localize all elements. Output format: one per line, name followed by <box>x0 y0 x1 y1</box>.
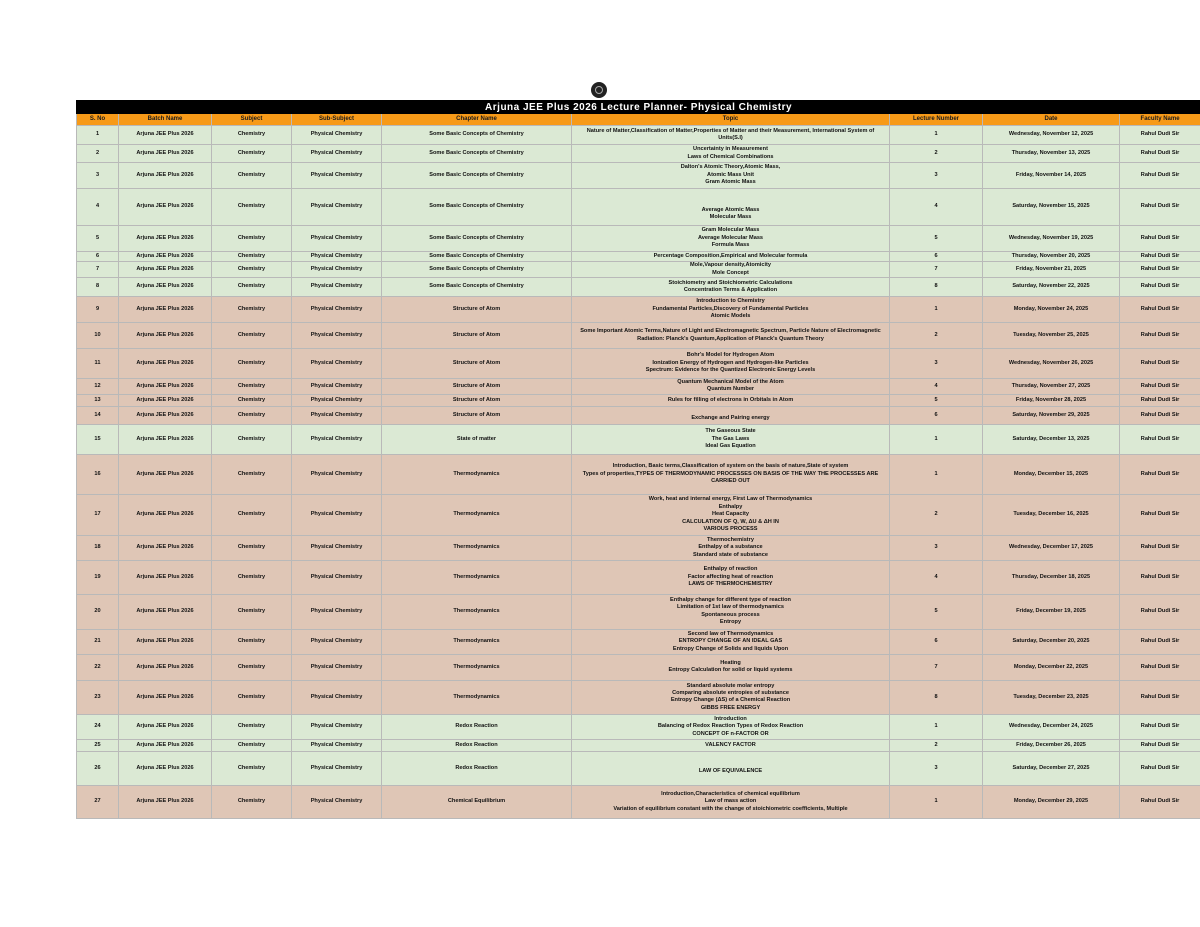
cell-sub-subject: Physical Chemistry <box>292 145 382 163</box>
table-row <box>77 226 1200 252</box>
cell-sno: 8 <box>77 278 119 297</box>
cell-lecture-number: 5 <box>890 394 983 406</box>
cell-topic: Introduction, Basic terms,Classification of system on the basis of nature,State of system Types of properties,TYPES OF THERMODYNAMIC PROCESSES ON BASIS OF THE WAY THE PROCESSES ARE CARRIED OUT <box>572 454 890 494</box>
cell-date: Saturday, November 15, 2025 <box>983 189 1120 226</box>
cell-lecture-number: 1 <box>890 714 983 739</box>
table-row <box>77 494 1200 535</box>
cell-subject: Chemistry <box>212 262 292 278</box>
cell-topic: Mole,Vapour density,Atomicity Mole Concept <box>572 262 890 278</box>
cell-faculty-name: Rahul Dudi Sir <box>1120 454 1200 494</box>
cell-date: Saturday, December 27, 2025 <box>983 751 1120 785</box>
cell-sno: 24 <box>77 714 119 739</box>
cell-lecture-number: 3 <box>890 751 983 785</box>
table-row <box>77 349 1200 379</box>
cell-faculty-name: Rahul Dudi Sir <box>1120 785 1200 818</box>
cell-lecture-number: 5 <box>890 594 983 629</box>
cell-date: Monday, December 29, 2025 <box>983 785 1120 818</box>
cell-sno: 1 <box>77 126 119 145</box>
cell-topic: Gram Molecular Mass Average Molecular Mass Formula Mass <box>572 226 890 252</box>
table-row <box>77 379 1200 395</box>
cell-topic: Work, heat and internal energy, First Law of Thermodynamics Enthalpy Heat Capacity CALCULATION OF Q, W, ΔU & ΔH IN VARIOUS PROCESS <box>572 494 890 535</box>
cell-sno: 2 <box>77 145 119 163</box>
cell-subject: Chemistry <box>212 126 292 145</box>
cell-lecture-number: 6 <box>890 252 983 262</box>
cell-subject: Chemistry <box>212 297 292 323</box>
cell-subject: Chemistry <box>212 680 292 714</box>
lecture-planner-table <box>76 100 1200 819</box>
cell-chapter-name: Some Basic Concepts of Chemistry <box>382 189 572 226</box>
table-row <box>77 323 1200 349</box>
table-row <box>77 560 1200 594</box>
cell-batch-name: Arjuna JEE Plus 2026 <box>119 751 212 785</box>
cell-faculty-name: Rahul Dudi Sir <box>1120 714 1200 739</box>
cell-lecture-number: 8 <box>890 680 983 714</box>
cell-subject: Chemistry <box>212 394 292 406</box>
cell-topic: Rules for filling of electrons in Orbitals in Atom <box>572 394 890 406</box>
cell-chapter-name: Thermodynamics <box>382 680 572 714</box>
cell-chapter-name: Some Basic Concepts of Chemistry <box>382 226 572 252</box>
cell-subject: Chemistry <box>212 145 292 163</box>
cell-faculty-name: Rahul Dudi Sir <box>1120 424 1200 454</box>
cell-sno: 17 <box>77 494 119 535</box>
cell-chapter-name: Thermodynamics <box>382 494 572 535</box>
cell-lecture-number: 1 <box>890 297 983 323</box>
cell-subject: Chemistry <box>212 594 292 629</box>
cell-batch-name: Arjuna JEE Plus 2026 <box>119 594 212 629</box>
cell-batch-name: Arjuna JEE Plus 2026 <box>119 739 212 751</box>
table-row <box>77 278 1200 297</box>
cell-date: Thursday, November 13, 2025 <box>983 145 1120 163</box>
cell-sub-subject: Physical Chemistry <box>292 751 382 785</box>
cell-batch-name: Arjuna JEE Plus 2026 <box>119 189 212 226</box>
cell-subject: Chemistry <box>212 189 292 226</box>
cell-batch-name: Arjuna JEE Plus 2026 <box>119 349 212 379</box>
cell-lecture-number: 1 <box>890 785 983 818</box>
cell-batch-name: Arjuna JEE Plus 2026 <box>119 714 212 739</box>
cell-chapter-name: Redox Reaction <box>382 751 572 785</box>
cell-lecture-number: 7 <box>890 654 983 680</box>
cell-lecture-number: 6 <box>890 406 983 424</box>
cell-batch-name: Arjuna JEE Plus 2026 <box>119 785 212 818</box>
cell-topic: Heating Entropy Calculation for solid or liquid systems <box>572 654 890 680</box>
cell-topic: Uncertainty in Measurement Laws of Chemical Combinations <box>572 145 890 163</box>
cell-date: Friday, December 19, 2025 <box>983 594 1120 629</box>
cell-subject: Chemistry <box>212 454 292 494</box>
cell-lecture-number: 3 <box>890 535 983 560</box>
cell-sno: 22 <box>77 654 119 680</box>
cell-chapter-name: Structure of Atom <box>382 349 572 379</box>
cell-subject: Chemistry <box>212 714 292 739</box>
cell-sno: 6 <box>77 252 119 262</box>
cell-subject: Chemistry <box>212 406 292 424</box>
cell-subject: Chemistry <box>212 226 292 252</box>
cell-topic: VALENCY FACTOR <box>572 739 890 751</box>
cell-batch-name: Arjuna JEE Plus 2026 <box>119 126 212 145</box>
cell-lecture-number: 5 <box>890 226 983 252</box>
cell-sno: 13 <box>77 394 119 406</box>
cell-date: Wednesday, November 26, 2025 <box>983 349 1120 379</box>
cell-date: Tuesday, December 16, 2025 <box>983 494 1120 535</box>
cell-topic: Enthalpy of reaction Factor affecting heat of reaction LAWS OF THERMOCHEMISTRY <box>572 560 890 594</box>
cell-chapter-name: Structure of Atom <box>382 394 572 406</box>
cell-faculty-name: Rahul Dudi Sir <box>1120 394 1200 406</box>
table-row <box>77 654 1200 680</box>
cell-date: Wednesday, December 17, 2025 <box>983 535 1120 560</box>
cell-sub-subject: Physical Chemistry <box>292 739 382 751</box>
cell-faculty-name: Rahul Dudi Sir <box>1120 739 1200 751</box>
cell-chapter-name: Redox Reaction <box>382 739 572 751</box>
cell-faculty-name: Rahul Dudi Sir <box>1120 297 1200 323</box>
cell-topic: Dalton's Atomic Theory,Atomic Mass, Atomic Mass Unit Gram Atomic Mass <box>572 163 890 189</box>
cell-topic: The Gaseous State The Gas Laws Ideal Gas Equation <box>572 424 890 454</box>
cell-chapter-name: Thermodynamics <box>382 454 572 494</box>
cell-sno: 19 <box>77 560 119 594</box>
cell-sno: 25 <box>77 739 119 751</box>
cell-sub-subject: Physical Chemistry <box>292 629 382 654</box>
cell-subject: Chemistry <box>212 379 292 395</box>
cell-sub-subject: Physical Chemistry <box>292 262 382 278</box>
cell-batch-name: Arjuna JEE Plus 2026 <box>119 252 212 262</box>
cell-sub-subject: Physical Chemistry <box>292 560 382 594</box>
table-row <box>77 163 1200 189</box>
table-row <box>77 297 1200 323</box>
cell-date: Saturday, November 29, 2025 <box>983 406 1120 424</box>
cell-chapter-name: Some Basic Concepts of Chemistry <box>382 163 572 189</box>
cell-lecture-number: 2 <box>890 494 983 535</box>
cell-chapter-name: Some Basic Concepts of Chemistry <box>382 126 572 145</box>
table-row <box>77 629 1200 654</box>
cell-lecture-number: 7 <box>890 262 983 278</box>
cell-date: Wednesday, November 19, 2025 <box>983 226 1120 252</box>
cell-batch-name: Arjuna JEE Plus 2026 <box>119 163 212 189</box>
cell-batch-name: Arjuna JEE Plus 2026 <box>119 297 212 323</box>
cell-lecture-number: 3 <box>890 163 983 189</box>
cell-faculty-name: Rahul Dudi Sir <box>1120 594 1200 629</box>
cell-lecture-number: 3 <box>890 349 983 379</box>
cell-sno: 27 <box>77 785 119 818</box>
table-row <box>77 252 1200 262</box>
column-header-sno: S. No <box>77 114 119 126</box>
cell-sno: 7 <box>77 262 119 278</box>
cell-batch-name: Arjuna JEE Plus 2026 <box>119 535 212 560</box>
cell-faculty-name: Rahul Dudi Sir <box>1120 226 1200 252</box>
planner-title: Arjuna JEE Plus 2026 Lecture Planner- Physical Chemistry <box>77 101 1200 114</box>
cell-lecture-number: 4 <box>890 560 983 594</box>
cell-batch-name: Arjuna JEE Plus 2026 <box>119 494 212 535</box>
cell-chapter-name: Some Basic Concepts of Chemistry <box>382 145 572 163</box>
cell-batch-name: Arjuna JEE Plus 2026 <box>119 145 212 163</box>
cell-sub-subject: Physical Chemistry <box>292 424 382 454</box>
cell-sno: 10 <box>77 323 119 349</box>
cell-faculty-name: Rahul Dudi Sir <box>1120 323 1200 349</box>
column-header-topic: Topic <box>572 114 890 126</box>
cell-chapter-name: Redox Reaction <box>382 714 572 739</box>
cell-topic: Introduction,Characteristics of chemical equilibrium Law of mass action Variation of equilibrium constant with the change of stoichiometric coefficients, Multiple <box>572 785 890 818</box>
cell-sub-subject: Physical Chemistry <box>292 349 382 379</box>
cell-faculty-name: Rahul Dudi Sir <box>1120 163 1200 189</box>
cell-lecture-number: 1 <box>890 126 983 145</box>
column-header-sub-subject: Sub-Subject <box>292 114 382 126</box>
table-row <box>77 714 1200 739</box>
table-row <box>77 680 1200 714</box>
cell-batch-name: Arjuna JEE Plus 2026 <box>119 406 212 424</box>
cell-sub-subject: Physical Chemistry <box>292 226 382 252</box>
cell-sno: 15 <box>77 424 119 454</box>
cell-sub-subject: Physical Chemistry <box>292 278 382 297</box>
table-row <box>77 454 1200 494</box>
cell-lecture-number: 1 <box>890 424 983 454</box>
cell-chapter-name: Structure of Atom <box>382 297 572 323</box>
cell-topic: Percentage Composition,Empirical and Molecular formula <box>572 252 890 262</box>
cell-faculty-name: Rahul Dudi Sir <box>1120 751 1200 785</box>
cell-chapter-name: Thermodynamics <box>382 629 572 654</box>
cell-topic: LAW OF EQUIVALENCE <box>572 751 890 785</box>
cell-date: Friday, November 14, 2025 <box>983 163 1120 189</box>
cell-faculty-name: Rahul Dudi Sir <box>1120 145 1200 163</box>
cell-sno: 23 <box>77 680 119 714</box>
cell-date: Tuesday, November 25, 2025 <box>983 323 1120 349</box>
cell-date: Monday, December 22, 2025 <box>983 654 1120 680</box>
cell-chapter-name: State of matter <box>382 424 572 454</box>
cell-sub-subject: Physical Chemistry <box>292 785 382 818</box>
cell-faculty-name: Rahul Dudi Sir <box>1120 406 1200 424</box>
cell-topic: Thermochemistry Enthalpy of a substance Standard state of substance <box>572 535 890 560</box>
cell-date: Thursday, December 18, 2025 <box>983 560 1120 594</box>
cell-batch-name: Arjuna JEE Plus 2026 <box>119 424 212 454</box>
cell-sub-subject: Physical Chemistry <box>292 379 382 395</box>
cell-batch-name: Arjuna JEE Plus 2026 <box>119 680 212 714</box>
cell-topic: Nature of Matter,Classification of Matter,Properties of Matter and their Measurement, International System of Units(S.I) <box>572 126 890 145</box>
cell-faculty-name: Rahul Dudi Sir <box>1120 262 1200 278</box>
cell-chapter-name: Structure of Atom <box>382 323 572 349</box>
table-row <box>77 785 1200 818</box>
cell-date: Saturday, December 13, 2025 <box>983 424 1120 454</box>
cell-subject: Chemistry <box>212 163 292 189</box>
cell-lecture-number: 6 <box>890 629 983 654</box>
cell-batch-name: Arjuna JEE Plus 2026 <box>119 262 212 278</box>
cell-subject: Chemistry <box>212 535 292 560</box>
cell-sub-subject: Physical Chemistry <box>292 163 382 189</box>
cell-subject: Chemistry <box>212 424 292 454</box>
column-header-date: Date <box>983 114 1120 126</box>
cell-lecture-number: 4 <box>890 379 983 395</box>
cell-subject: Chemistry <box>212 629 292 654</box>
logo-icon <box>591 82 607 98</box>
cell-topic: Some Important Atomic Terms,Nature of Light and Electromagnetic Spectrum, Particle Nature of Electromagnetic Radiation: Planck's Quantum,Application of Planck's Quantum Theory <box>572 323 890 349</box>
cell-lecture-number: 2 <box>890 323 983 349</box>
table-row <box>77 594 1200 629</box>
cell-subject: Chemistry <box>212 323 292 349</box>
cell-chapter-name: Thermodynamics <box>382 594 572 629</box>
cell-sub-subject: Physical Chemistry <box>292 252 382 262</box>
cell-sno: 26 <box>77 751 119 785</box>
column-header-batch: Batch Name <box>119 114 212 126</box>
cell-batch-name: Arjuna JEE Plus 2026 <box>119 278 212 297</box>
table-row <box>77 424 1200 454</box>
cell-date: Thursday, November 20, 2025 <box>983 252 1120 262</box>
cell-sno: 4 <box>77 189 119 226</box>
cell-subject: Chemistry <box>212 785 292 818</box>
cell-sub-subject: Physical Chemistry <box>292 594 382 629</box>
cell-sub-subject: Physical Chemistry <box>292 680 382 714</box>
cell-subject: Chemistry <box>212 654 292 680</box>
cell-subject: Chemistry <box>212 278 292 297</box>
cell-sno: 16 <box>77 454 119 494</box>
cell-subject: Chemistry <box>212 739 292 751</box>
cell-date: Saturday, November 22, 2025 <box>983 278 1120 297</box>
table-row <box>77 751 1200 785</box>
cell-topic: Exchange and Pairing energy <box>572 406 890 424</box>
table-row <box>77 189 1200 226</box>
cell-subject: Chemistry <box>212 349 292 379</box>
cell-batch-name: Arjuna JEE Plus 2026 <box>119 454 212 494</box>
cell-sno: 11 <box>77 349 119 379</box>
cell-faculty-name: Rahul Dudi Sir <box>1120 560 1200 594</box>
table-row <box>77 535 1200 560</box>
cell-subject: Chemistry <box>212 560 292 594</box>
cell-date: Monday, November 24, 2025 <box>983 297 1120 323</box>
cell-faculty-name: Rahul Dudi Sir <box>1120 126 1200 145</box>
cell-chapter-name: Some Basic Concepts of Chemistry <box>382 278 572 297</box>
cell-chapter-name: Chemical Equilibrium <box>382 785 572 818</box>
cell-sub-subject: Physical Chemistry <box>292 189 382 226</box>
cell-date: Friday, November 28, 2025 <box>983 394 1120 406</box>
cell-sno: 18 <box>77 535 119 560</box>
cell-sub-subject: Physical Chemistry <box>292 654 382 680</box>
cell-sub-subject: Physical Chemistry <box>292 454 382 494</box>
cell-sno: 14 <box>77 406 119 424</box>
cell-chapter-name: Thermodynamics <box>382 654 572 680</box>
cell-topic: Standard absolute molar entropy Comparing absolute entropies of substance Entropy Change (ΔS) of a Chemical Reaction GIBBS FREE ENERGY <box>572 680 890 714</box>
cell-sub-subject: Physical Chemistry <box>292 406 382 424</box>
cell-topic: Stoichiometry and Stoichiometric Calculations Concentration Terms & Application <box>572 278 890 297</box>
cell-faculty-name: Rahul Dudi Sir <box>1120 494 1200 535</box>
cell-lecture-number: 4 <box>890 189 983 226</box>
table-row <box>77 126 1200 145</box>
cell-lecture-number: 2 <box>890 145 983 163</box>
cell-faculty-name: Rahul Dudi Sir <box>1120 629 1200 654</box>
column-header-chapter: Chapter Name <box>382 114 572 126</box>
cell-faculty-name: Rahul Dudi Sir <box>1120 654 1200 680</box>
cell-faculty-name: Rahul Dudi Sir <box>1120 252 1200 262</box>
cell-sub-subject: Physical Chemistry <box>292 323 382 349</box>
cell-topic: Second law of Thermodynamics ENTROPY CHANGE OF AN IDEAL GAS Entropy Change of Solids and liquids Upon <box>572 629 890 654</box>
cell-sub-subject: Physical Chemistry <box>292 126 382 145</box>
cell-batch-name: Arjuna JEE Plus 2026 <box>119 654 212 680</box>
cell-topic: Introduction to Chemistry Fundamental Particles,Discovery of Fundamental Particles Atomic Models <box>572 297 890 323</box>
cell-chapter-name: Some Basic Concepts of Chemistry <box>382 252 572 262</box>
cell-faculty-name: Rahul Dudi Sir <box>1120 680 1200 714</box>
cell-sno: 12 <box>77 379 119 395</box>
table-row <box>77 145 1200 163</box>
cell-sno: 20 <box>77 594 119 629</box>
cell-subject: Chemistry <box>212 494 292 535</box>
column-header-lecture-number: Lecture Number <box>890 114 983 126</box>
cell-batch-name: Arjuna JEE Plus 2026 <box>119 629 212 654</box>
cell-chapter-name: Structure of Atom <box>382 379 572 395</box>
cell-date: Saturday, December 20, 2025 <box>983 629 1120 654</box>
cell-chapter-name: Structure of Atom <box>382 406 572 424</box>
cell-date: Friday, November 21, 2025 <box>983 262 1120 278</box>
cell-faculty-name: Rahul Dudi Sir <box>1120 349 1200 379</box>
table-row <box>77 262 1200 278</box>
cell-date: Tuesday, December 23, 2025 <box>983 680 1120 714</box>
cell-topic: Quantum Mechanical Model of the Atom Quantum Number <box>572 379 890 395</box>
cell-sno: 21 <box>77 629 119 654</box>
cell-topic: Enthalpy change for different type of reaction Limitation of 1st law of thermodynamics Spontaneous process Entropy <box>572 594 890 629</box>
cell-batch-name: Arjuna JEE Plus 2026 <box>119 323 212 349</box>
cell-sub-subject: Physical Chemistry <box>292 394 382 406</box>
cell-lecture-number: 8 <box>890 278 983 297</box>
cell-chapter-name: Some Basic Concepts of Chemistry <box>382 262 572 278</box>
table-row <box>77 739 1200 751</box>
cell-topic: Introduction Balancing of Redox Reaction Types of Redox Reaction CONCEPT OF n-FACTOR OR <box>572 714 890 739</box>
table-row <box>77 406 1200 424</box>
cell-sub-subject: Physical Chemistry <box>292 714 382 739</box>
cell-date: Wednesday, December 24, 2025 <box>983 714 1120 739</box>
cell-date: Friday, December 26, 2025 <box>983 739 1120 751</box>
cell-subject: Chemistry <box>212 252 292 262</box>
cell-chapter-name: Thermodynamics <box>382 560 572 594</box>
cell-topic: Average Atomic Mass Molecular Mass <box>572 189 890 226</box>
cell-sno: 3 <box>77 163 119 189</box>
cell-faculty-name: Rahul Dudi Sir <box>1120 189 1200 226</box>
cell-batch-name: Arjuna JEE Plus 2026 <box>119 379 212 395</box>
cell-batch-name: Arjuna JEE Plus 2026 <box>119 560 212 594</box>
cell-faculty-name: Rahul Dudi Sir <box>1120 379 1200 395</box>
cell-chapter-name: Thermodynamics <box>382 535 572 560</box>
cell-subject: Chemistry <box>212 751 292 785</box>
cell-batch-name: Arjuna JEE Plus 2026 <box>119 226 212 252</box>
cell-batch-name: Arjuna JEE Plus 2026 <box>119 394 212 406</box>
cell-date: Monday, December 15, 2025 <box>983 454 1120 494</box>
cell-sub-subject: Physical Chemistry <box>292 494 382 535</box>
cell-date: Thursday, November 27, 2025 <box>983 379 1120 395</box>
column-header-subject: Subject <box>212 114 292 126</box>
cell-lecture-number: 2 <box>890 739 983 751</box>
cell-sub-subject: Physical Chemistry <box>292 535 382 560</box>
cell-faculty-name: Rahul Dudi Sir <box>1120 535 1200 560</box>
cell-sno: 5 <box>77 226 119 252</box>
cell-date: Wednesday, November 12, 2025 <box>983 126 1120 145</box>
cell-sno: 9 <box>77 297 119 323</box>
cell-sub-subject: Physical Chemistry <box>292 297 382 323</box>
cell-lecture-number: 1 <box>890 454 983 494</box>
cell-faculty-name: Rahul Dudi Sir <box>1120 278 1200 297</box>
cell-topic: Bohr's Model for Hydrogen Atom Ionization Energy of Hydrogen and Hydrogen-like Particles Spectrum: Evidence for the Quantized Electronic Energy Levels <box>572 349 890 379</box>
column-header-faculty: Faculty Name <box>1120 114 1200 126</box>
table-row <box>77 394 1200 406</box>
